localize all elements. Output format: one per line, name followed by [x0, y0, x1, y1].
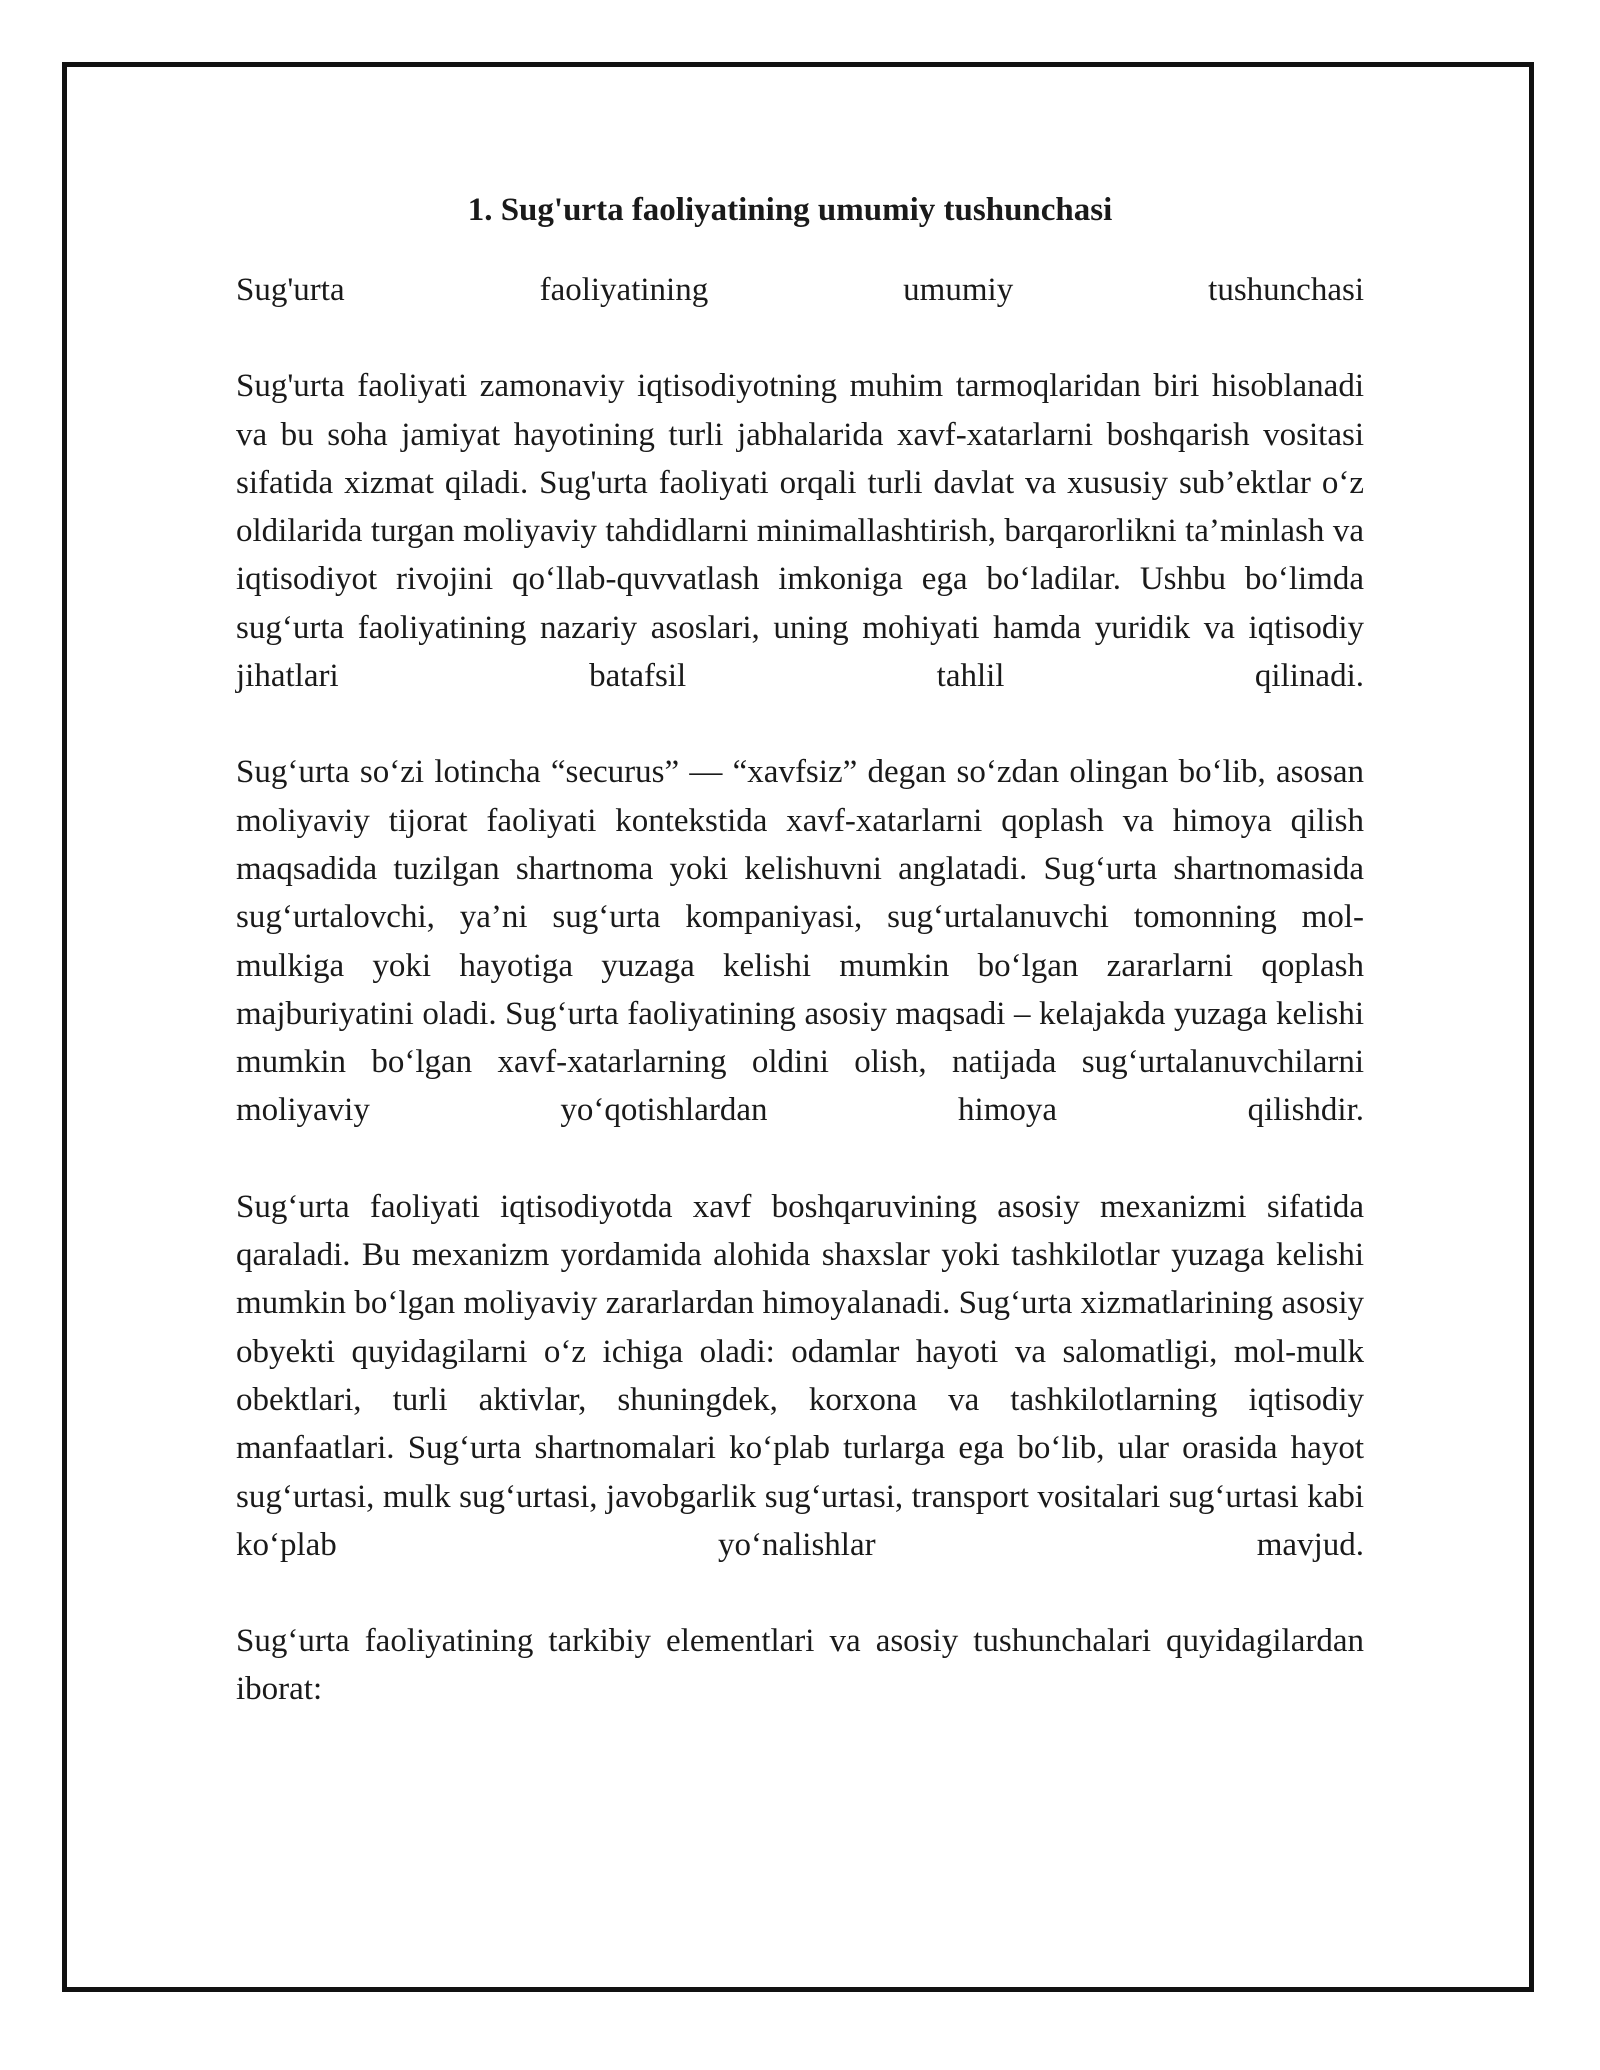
- paragraph-risk-management: Sug‘urta faoliyati iqtisodiyotda xavf boshqaruvining asosiy mexanizmi sifatida qaraladi. Bu mexanizm yordamida alohida shaxslar yoki tashkilotlar yuzaga kelishi mumkin bo‘lgan moliyaviy zararlardan himoyalanadi. Sug‘urta xizmatlarining asosiy obyekti quyidagilarni o‘z ichiga oladi: odamlar hayoti va salomatligi, mol-mulk obektlari, turli aktivlar, shuningdek, korxona va tashkilotlarning iqtisodiy manfaatlari. Sug‘urta shartnomalari ko‘plab turlarga ega bo‘lib, ular orasida hayot sug‘urtasi, mulk sug‘urtasi, javobgarlik sug‘urtasi, transport vositalari sug‘urtasi kabi ko‘plab yo‘nalishlar mavjud.: [236, 1188, 1364, 1563]
- document-title: 1. Sug'urta faoliyatining umumiy tushunchasi: [467, 192, 1113, 228]
- section-subtitle: Sug'urta faoliyatining umumiy tushunchasi: [236, 272, 1364, 308]
- paragraph-etymology: Sug‘urta so‘zi lotincha “securus” — “xavfsiz” degan so‘zdan olingan bo‘lib, asosan moliyaviy tijorat faoliyati kontekstida xavf-xatarlarni qoplash va himoya qilish maqsadida tuzilgan shartnoma yoki kelishuvni anglatadi. Sug‘urta shartnomasida sug‘urtalovchi, ya’ni sug‘urta kompaniyasi, sug‘urtalanuvchi tomonning mol-mulkiga yoki hayotiga yuzaga kelishi mumkin bo‘lgan zararlarni qoplash majburiyatini oladi. Sug‘urta faoliyatining asosiy maqsadi – kelajakda yuzaga kelishi mumkin bo‘lgan xavf-xatarlarning oldini olish, natijada sug‘urtalanuvchilarni moliyaviy yo‘qotishlardan himoya qilishdir.: [236, 754, 1364, 1129]
- document-body: [236, 186, 1364, 1714]
- paragraph-intro: Sug'urta faoliyati zamonaviy iqtisodiyotning muhim tarmoqlaridan biri hisoblanadi va bu soha jamiyat hayotining turli jabhalarida xavf-xatarlarni boshqarish vositasi sifatida xizmat qiladi. Sug'urta faoliyati orqali turli davlat va xususiy sub’ektlar o‘z oldilarida turgan moliyaviy tahdidlarni minimallashtirish, barqarorlikni ta’minlash va iqtisodiyot rivojini qo‘llab-quvvatlash imkoniga ega bo‘ladilar. Ushbu bo‘limda sug‘urta faoliyatining nazariy asoslari, uning mohiyati hamda yuridik va iqtisodiy jihatlari batafsil tahlil qilinadi.: [236, 368, 1364, 695]
- paragraph-elements: Sug‘urta faoliyatining tarkibiy elementlari va asosiy tushunchalari quyidagilardan iborat:: [236, 1623, 1364, 1708]
